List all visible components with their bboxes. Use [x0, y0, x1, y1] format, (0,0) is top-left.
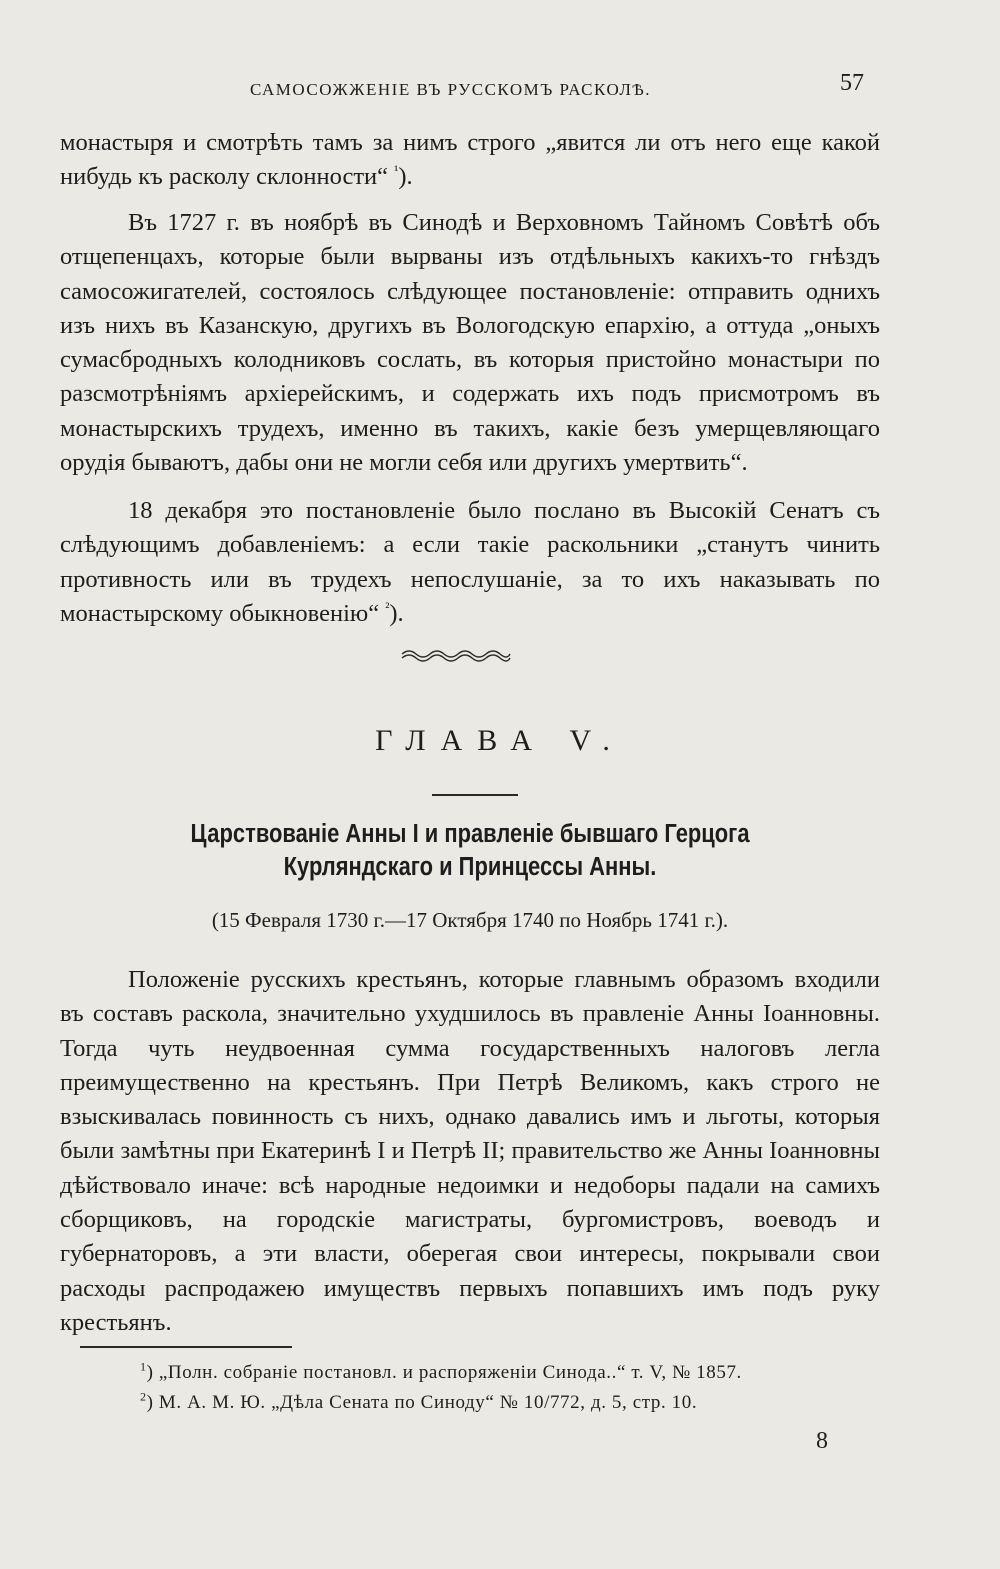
- paragraph-continued: [60, 126, 880, 195]
- chapter-title: Царствованіе Анны I и правленіе бывшаго Герцога Курляндскаго и Принцессы Анны.: [190, 820, 750, 881]
- paragraph: Въ 1727 г. въ ноябрѣ въ Синодѣ и Верховномъ Тайномъ Совѣтѣ объ отщепенцахъ, которые были вырваны изъ отдѣльныхъ какихъ-то гнѣздъ самосожигателей, состоялось слѣдующее постановленіе: отправить однихъ изъ нихъ въ Казанскую, другихъ въ Вологодскую епархію, а оттуда „оныхъ сумасбродныхъ колодниковъ сослать, въ которыя пристойно монастыри по разсмотрѣніямъ архіерейскимъ, и содержать ихъ подъ присмотромъ въ монастырскихъ трудехъ, именно въ такихъ, какіе безъ умерщевляющаго орудія бываютъ, дабы они не могли себя или другихъ умертвить“.: [60, 209, 880, 477]
- paragraph-text: монастыря и смотрѣть тамъ за нимъ строго „явится ли отъ него еще какой нибудь къ расколу склонности“: [60, 129, 880, 191]
- footnote-text: ) М. А. М. Ю. „Дѣла Сената по Синоду“ № 10/772, д. 5, стр. 10.: [146, 1392, 698, 1413]
- running-head: САМОСОЖЖЕНІЕ ВЪ РУССКОМЪ РАСКОЛѢ.: [250, 80, 652, 99]
- footnote: [140, 1359, 742, 1384]
- footnote-ref: ²: [385, 600, 390, 616]
- paragraph-text: 18 декабря это постановленіе было послано въ Высокій Сенатъ съ слѣдующимъ добавленіемъ: а если такіе раскольники „станутъ чинить противность или въ трудехъ непослушаніе, за то ихъ наказывать по монастырскому обыкновенію“: [60, 497, 880, 627]
- footnote-rule: [80, 1346, 292, 1348]
- chapter-heading: ГЛАВА V.: [375, 724, 625, 757]
- footnote-mark: 2: [140, 1389, 147, 1404]
- footnote: [140, 1389, 698, 1414]
- paragraph: Положеніе русскихъ крестьянъ, которые главнымъ образомъ входили въ составъ раскола, значительно ухудшилось въ правленіе Анны Іоанновны. Тогда чуть неудвоенная сумма государственныхъ налоговъ легла преимущественно на крестьянъ. При Петрѣ Великомъ, какъ строго не взыскивалась повинность съ нихъ, однако давались имъ и льготы, которыя были замѣтны при Екатеринѣ I и Петрѣ II; правительство же Анны Іоанновны дѣйствовало иначе: всѣ народные недоимки и недоборы падали на самихъ сборщиковъ, на городскіе магистраты, бургомистровъ, воеводъ и губернаторовъ, а эти власти, оберегая свои интересы, покрывали свои расходы распродажею имуществъ первыхъ попавшихъ имъ подъ руку крестьянъ.: [60, 966, 880, 1336]
- page-number: 57: [840, 70, 864, 96]
- wavy-divider-ornament: [400, 648, 512, 664]
- paragraph: [60, 494, 880, 631]
- paragraph-tail: ).: [389, 599, 404, 627]
- footnote-ref: ¹: [394, 164, 399, 180]
- paragraph-tail: ).: [398, 163, 413, 191]
- signature-mark: 8: [816, 1428, 828, 1454]
- chapter-rule: [432, 794, 518, 796]
- chapter-dates: (15 Февраля 1730 г.—17 Октября 1740 по Ноябрь 1741 г.).: [211, 908, 729, 932]
- footnote-mark: 1: [140, 1359, 147, 1374]
- footnote-text: ) „Полн. собраніе постановл. и распоряженіи Синода..“ т. V, № 1857.: [146, 1362, 742, 1383]
